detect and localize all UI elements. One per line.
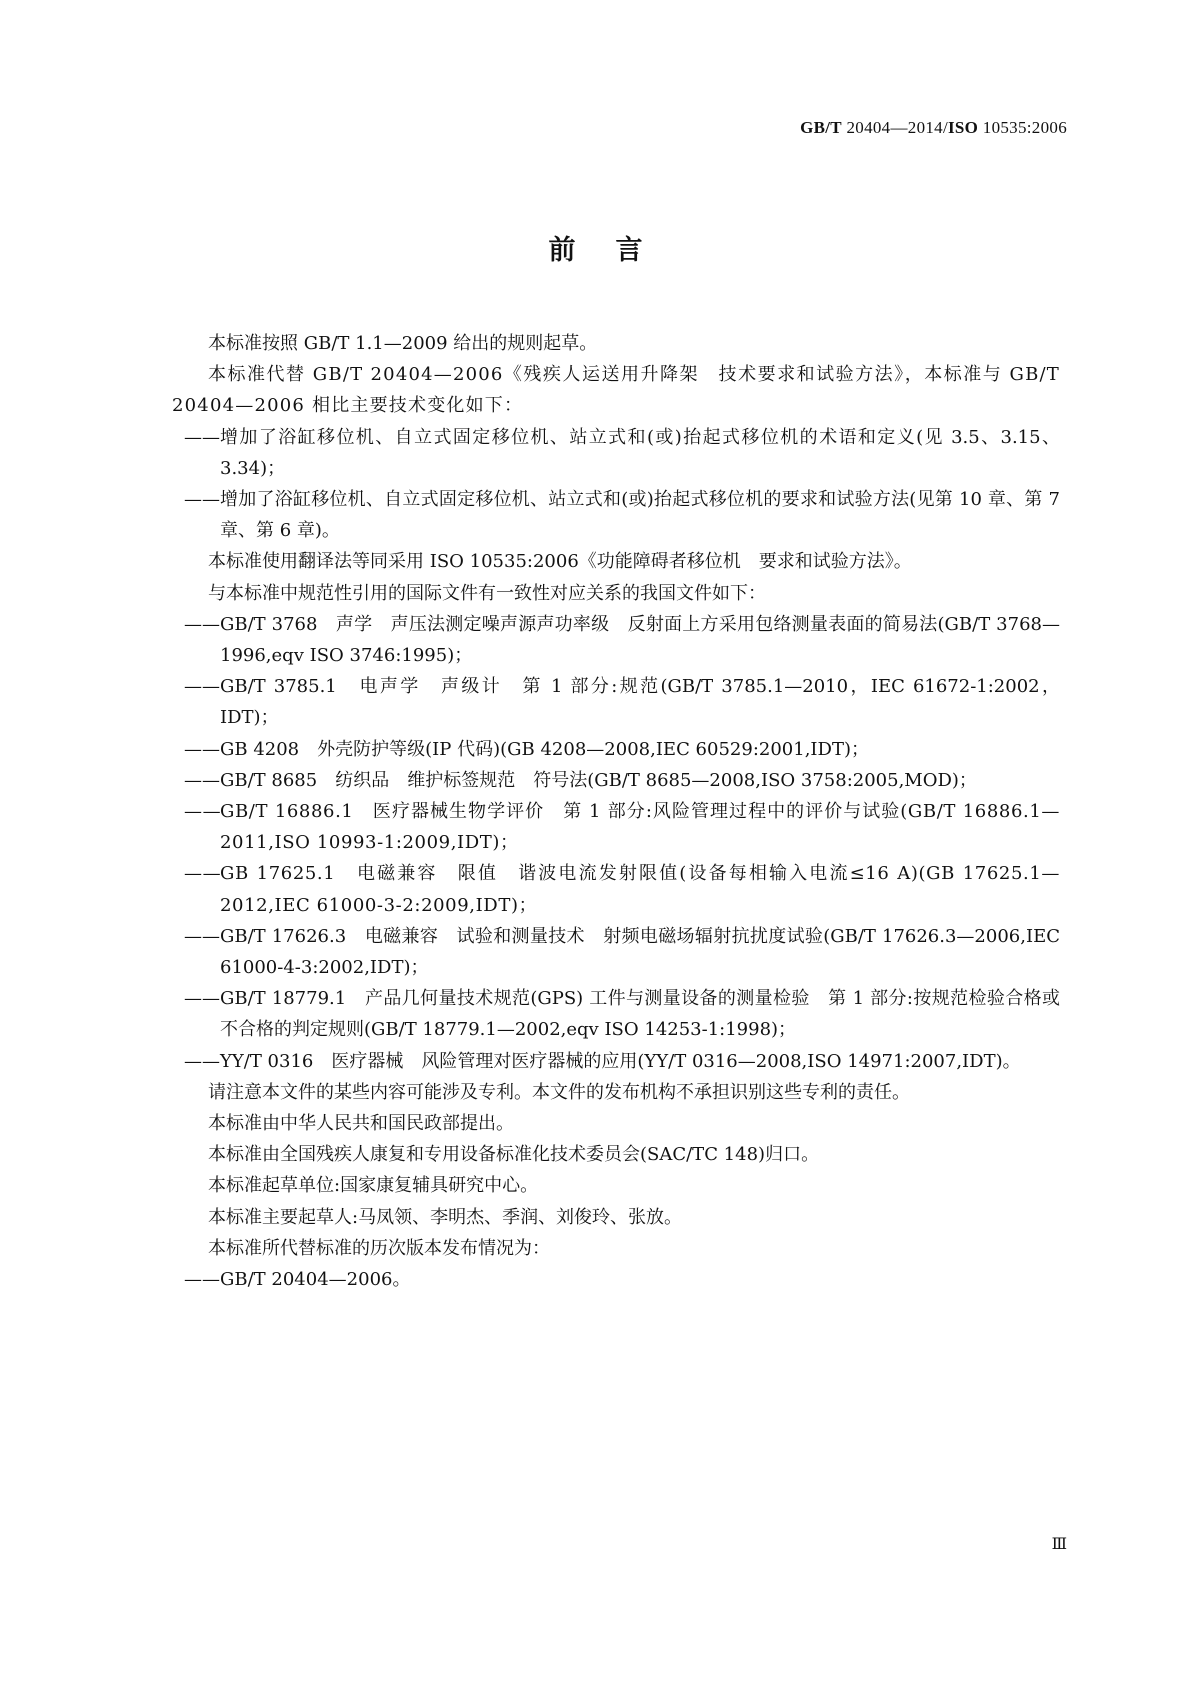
paragraph: 本标准代替 GB/T 20404—2006《残疾人运送用升降架 技术要求和试验方法》，本标准与 GB/T 20404—2006 相比主要技术变化如下： — [172, 364, 1060, 417]
list-item — [172, 422, 1060, 484]
list-item-text: GB/T 20404—2006。 — [220, 1269, 411, 1291]
paragraph: 本标准主要起草人:马凤领、李明杰、季润、刘俊玲、张放。 — [208, 1206, 683, 1228]
paragraph: 本标准起草单位:国家康复辅具研究中心。 — [208, 1175, 539, 1197]
list-item — [172, 734, 1060, 765]
list-item-text: GB 17625.1 电磁兼容 限值 谐波电流发射限值(设备每相输入电流≤16 A)(GB 17625.1—2012,IEC 61000-3-2:2009,IDT)； — [220, 863, 1060, 916]
paragraph: 与本标准中规范性引用的国际文件有一致性对应关系的我国文件如下： — [208, 582, 766, 604]
dash-marker: —— — [184, 801, 222, 823]
list-item — [172, 983, 1060, 1045]
dash-marker: —— — [184, 1050, 220, 1072]
dash-marker: —— — [184, 863, 222, 885]
std-main: 20404—2014/ — [841, 118, 949, 137]
list-item-text: YY/T 0316 医疗器械 风险管理对医疗器械的应用(YY/T 0316—2008,ISO 14971:2007,IDT)。 — [220, 1050, 1021, 1072]
dash-marker: —— — [184, 988, 220, 1010]
list-item-text: 增加了浴缸移位机、自立式固定移位机、站立式和(或)抬起式移位机的要求和试验方法(见第 10 章、第 7 章、第 6 章)。 — [220, 489, 1060, 542]
list-item-text: GB/T 16886.1 医疗器械生物学评价 第 1 部分:风险管理过程中的评价与试验(GB/T 16886.1—2011,ISO 10993-1:2009,IDT)； — [220, 801, 1060, 854]
dash-marker: —— — [184, 676, 220, 698]
standard-number-header — [800, 118, 1067, 138]
iso-main: 10535:2006 — [978, 118, 1067, 137]
list-item — [172, 671, 1060, 733]
list-item — [172, 796, 1060, 858]
dash-marker: —— — [184, 738, 220, 760]
list-item-text: GB/T 18779.1 产品几何量技术规范(GPS) 工件与测量设备的测量检验 第 1 部分:按规范检验合格或不合格的判定规则(GB/T 18779.1—2002,eqv ISO 14253-1:1998)； — [220, 988, 1060, 1041]
list-item-text: 增加了浴缸移位机、自立式固定移位机、站立式和(或)抬起式移位机的术语和定义(见 3.5、3.15、3.34)； — [220, 426, 1060, 479]
list-item-text: GB/T 17626.3 电磁兼容 试验和测量技术 射频电磁场辐射抗扰度试验(GB/T 17626.3—2006,IEC 61000-4-3:2002,IDT)； — [220, 925, 1060, 979]
list-item — [172, 484, 1060, 546]
paragraph: 本标准按照 GB/T 1.1—2009 给出的规则起草。 — [208, 333, 598, 354]
paragraph: 本标准由全国残疾人康复和专用设备标准化技术委员会(SAC/TC 148)归口。 — [208, 1144, 820, 1166]
dash-marker: —— — [184, 1269, 220, 1291]
page-title: 前言 — [548, 235, 683, 266]
dash-marker: —— — [184, 769, 220, 791]
paragraph: 本标准所代替标准的历次版本发布情况为： — [208, 1237, 550, 1259]
paragraph: 本标准使用翻译法等同采用 ISO 10535:2006《功能障碍者移位机 要求和试验方法》。 — [208, 551, 912, 573]
list-item-text: GB/T 8685 纺织品 维护标签规范 符号法(GB/T 8685—2008,ISO 3758:2005,MOD)； — [220, 769, 977, 791]
list-item — [172, 1264, 1060, 1295]
std-prefix: GB/T — [800, 118, 842, 137]
list-item — [172, 858, 1060, 920]
list-item-text: GB 4208 外壳防护等级(IP 代码)(GB 4208—2008,IEC 60529:2001,IDT)； — [220, 738, 869, 760]
iso-prefix: ISO — [948, 118, 979, 137]
page-number: Ⅲ — [1051, 1536, 1067, 1553]
dash-marker: —— — [184, 489, 220, 511]
paragraph: 请注意本文件的某些内容可能涉及专利。本文件的发布机构不承担识别这些专利的责任。 — [208, 1081, 910, 1103]
list-item-text: GB/T 3785.1 电声学 声级计 第 1 部分:规范(GB/T 3785.1—2010，IEC 61672-1:2002，IDT)； — [220, 676, 1060, 729]
document-body — [172, 328, 1060, 1295]
dash-marker: —— — [184, 613, 220, 635]
paragraph: 本标准由中华人民共和国民政部提出。 — [208, 1113, 514, 1135]
list-item — [172, 609, 1060, 671]
dash-marker: —— — [184, 426, 220, 448]
list-item-text: GB/T 3768 声学 声压法测定噪声源声功率级 反射面上方采用包络测量表面的简易法(GB/T 3768—1996,eqv ISO 3746:1995)； — [220, 613, 1060, 667]
list-item — [172, 765, 1060, 796]
list-item — [172, 921, 1060, 983]
dash-marker: —— — [184, 925, 220, 947]
list-item — [172, 1046, 1060, 1077]
